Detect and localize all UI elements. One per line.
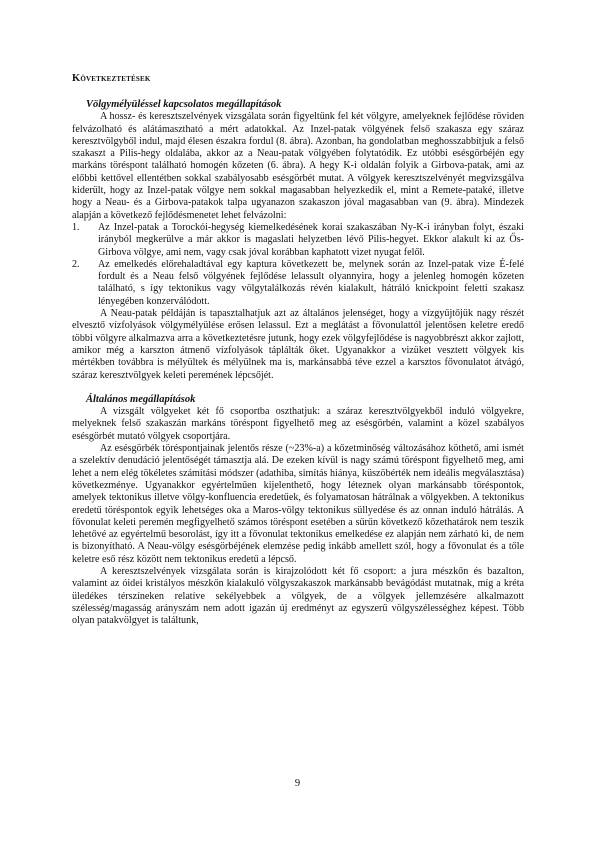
paragraph: Az esésgörbék töréspontjainak jelentős része (~23%-a) a kőzetminőség változásához köthető, ami ismét a szelektív denudáció jelentőségét támasztja alá. De ezeken kívül is nagy számú töréspont figyelhető meg, ami lehet a nem elég tökéletes számítási módszer (adathiba, simítás hiánya, küszöbérték nem ideális megválasztása) következménye. Ugyanakkor egyértelműen kijelenthető, hogy léteznek olyan markánsabb töréspontok, amelyek tektonikus illetve völgy-konfluencia eredetűek, és folyamatosan hátrálnak a völgyekben. A tektonikus eredetű töréspontok egyik lehetséges oka a Maros-völgy tektonikus süllyedése és az onnan induló hátrálás. A fővonulat keleti peremén megfigyelhető számos töréspont esetében a sűrűn következő kőzethatárok nem teszik lehetővé az egyértelmű besorolást, így itt a fővonulat tektonikus emelkedése ez alapján nem zárható ki, de nem is bizonyítható. A Neau-völgy esésgörbéjének elemzése pedig inkább amellett szól, hogy a fővonulat és a tőle keletre eső rész között nem tektonikus eredetű a lépcső. [72,443,524,565]
paragraph: A keresztszelvények vizsgálata során is kirajzolódott két fő csoport: a jura mészkőn és bazalton, valamint az óidei kristályos mészkőn kialakuló völgyszakaszok markánsabb bevágódást mutatnak, míg a kréta üledékes térszíneken relatíve sekélyebbek a völgyek, de a völgyek jellemzésére alkalmazott szélesség/magasság arányszám nem adott igazán új eredményt az egyszerű völgyszélességhez képest. Több olyan patakvölgyet is találtunk, [72,565,524,627]
paragraph: A vizsgált völgyeket két fő csoportba oszthatjuk: a száraz keresztvölgyekből induló völgyekre, melyeknek felső szakaszán markáns töréspont figyelhető meg az esésgörbén, valamint a közel szabályos esésgörbét mutató völgyek csoportjára. [72,406,524,442]
numbered-list [72,222,524,308]
paragraph: A hossz- és keresztszelvények vizsgálata során figyeltünk fel két völgyre, amelyeknek fejlődése röviden felvázolható és alátámasztható a mért adatokkal. Az Inzel-patak völgyének felső szakasza egy száraz keresztvölgyből indul, majd élesen északra fordul (8. ábra). Azonban, ha gondolatban meghosszabbítjuk a felső szakaszt a Pilis-hegy oldalába, akkor az a Neau-patak völgyében folytatódik. Ez utóbbi esésgörbéjén egy markáns töréspont található homogén kőzeten (6. ábra). A hegy K-i oldalán folyik a Girbova-patak, ami az előbbi kettővel ellentétben sokkal szabályosabb esésgörbét mutat. A völgyek keresztszelvényét megvizsgálva kiderült, hogy az Inzel-patak völgye nem sokkal magasabban helyezkedik el, mint a Remete-pataké, illetve hogy a Neau- és a Girbova-patakok talpa ugyanazon szakaszon jóval magasabban van (9. ábra). Mindezek alapján a következő fejlődésmenetet lehet felvázolni: [72,111,524,221]
list-item-text: Az emelkedés előrehaladtával egy kaptura következett be, melynek során az Inzel-patak vize É-felé fordult és a Neau felső völgyének fejlődése lelassult olyannyira, hogy a jelenleg homogén kőzeten található, s így tektonikus vagy völgytalálkozás révén kialakult, hátráló knickpoint feletti szakasz lényegében konzerválódott. [98,258,524,307]
list-item-number: 1. [72,221,80,233]
page-heading: Következtetések [72,73,151,84]
list-item [72,222,524,259]
section-gap [72,382,524,394]
list-item [72,259,524,308]
section-title-valley-deepening: Völgymélyüléssel kapcsolatos megállapítások [86,99,282,110]
page-content [72,72,524,627]
section-title-general: Általános megállapítások [86,393,196,405]
paragraph: A Neau-patak példáján is tapasztalhatjuk azt az általános jelenséget, hogy a vízgyűjtőjük nagy részét elvesztő vízfolyások völgymélyülése erősen lelassul. Ezt a meglátást a fővonulattól jelentősen keletre eredő többi völgyre alkalmazva arra a következtetésre jutunk, hogy ezek völgyfejlődése is nagyobbrészt akkor zajlott, amikor még a karszton átmenő vízfolyások táplálták őket. Ugyanakkor a vizüket vesztett völgyek kis mértékben továbbra is mélyültek és mélyülnek ma is, markánsabbá téve ezzel a karsztos fővonulatot átvágó, száraz keresztvölgyek keleti peremének lépcsőjét. [72,308,524,381]
list-item-text: Az Inzel-patak a Torockói-hegység kiemelkedésének korai szakaszában Ny-K-i irányban folyt, északi irányból megkerülve a már akkor is magaslati helyzetben lévő Pilis-hegyet. Ekkor alakult ki az Ős-Girbova völgye, ami nem, vagy csak jóval korábban kaphatott vizet nyugat felől. [98,221,524,258]
page-number: 9 [294,778,301,789]
list-item-number: 2. [72,258,80,270]
